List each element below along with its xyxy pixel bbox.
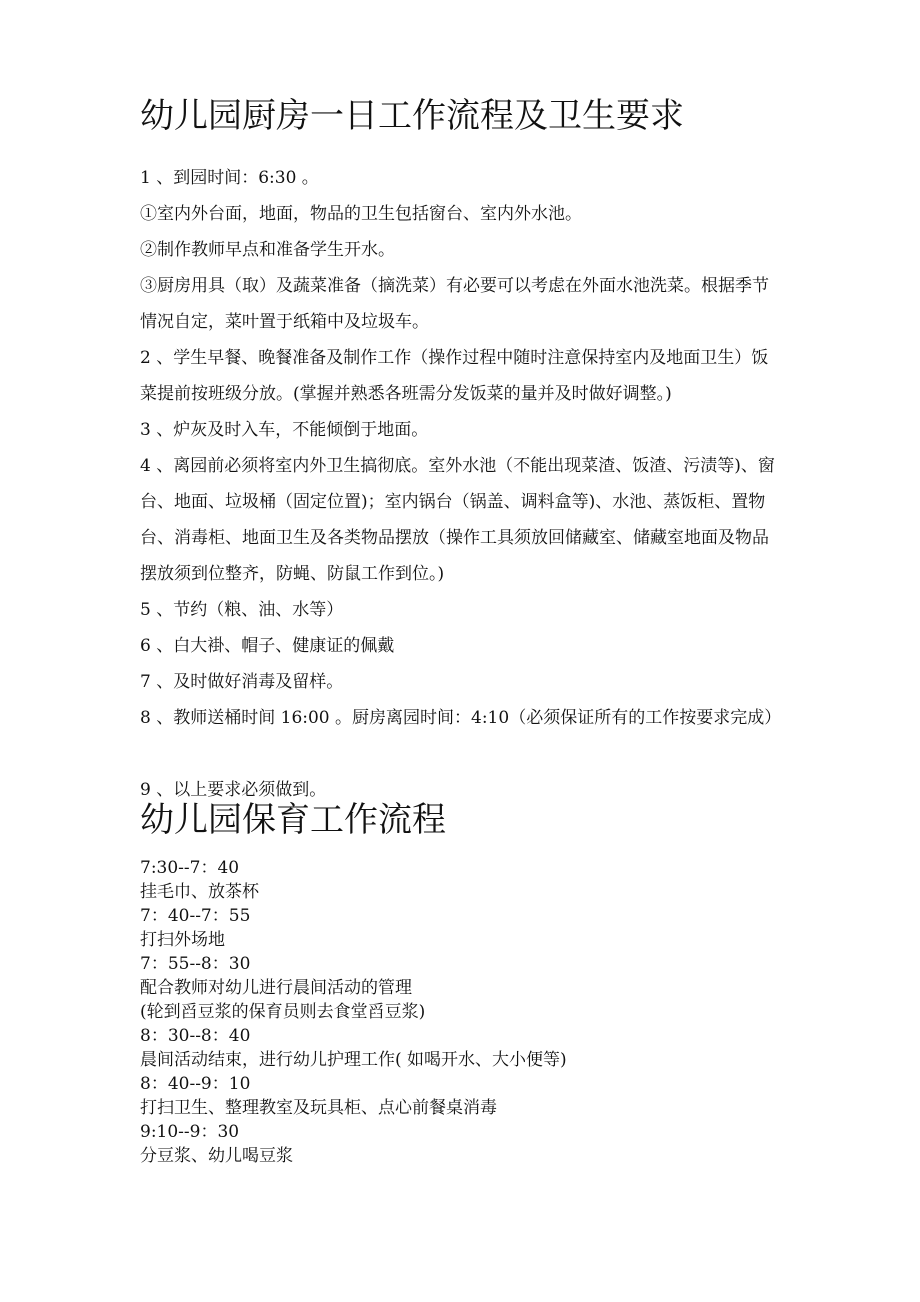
kitchen-item-1a: ①室内外台面，地面，物品的卫生包括窗台、室内外水池。 [140, 204, 582, 224]
kitchen-item-9: 9 、以上要求必须做到。 [140, 780, 327, 800]
kitchen-item-1b: ②制作教师早点和准备学生开水。 [140, 240, 395, 260]
kitchen-item-2: 2 、学生早餐、晚餐准备及制作工作（操作过程中随时注意保持室内及地面卫生）饭菜提前按班级分放。(掌握并熟悉各班需分发饭菜的量并及时做好调整。) [140, 348, 769, 404]
kitchen-item-6: 6 、白大褂、帽子、健康证的佩戴 [140, 636, 395, 656]
kitchen-item-4: 4 、离园前必须将室内外卫生搞彻底。室外水池（不能出现菜渣、饭渣、污渍等)、窗台、地面、垃圾桶（固定位置)；室内锅台（锅盖、调料盒等)、水池、蒸饭柜、置物台、消毒柜、地面卫生及各类物品摆放（操作工具须放回储藏室、储藏室地面及物品摆放须到位整齐，防蝇、防鼠工作到位。) [140, 456, 775, 584]
schedule-task: 挂毛巾、放茶杯 [140, 882, 259, 902]
kitchen-item-1c: ③厨房用具（取）及蔬菜准备（摘洗菜）有必要可以考虑在外面水池洗菜。根据季节情况自定，菜叶置于纸箱中及垃圾车。 [140, 276, 769, 332]
kitchen-item-7: 7 、及时做好消毒及留样。 [140, 672, 344, 692]
schedule-time: 7:30--7：40 [140, 858, 240, 878]
care-schedule [140, 856, 785, 1168]
schedule-task: 分豆浆、幼儿喝豆浆 [140, 1146, 293, 1166]
kitchen-item-3: 3 、炉灰及时入车，不能倾倒于地面。 [140, 420, 429, 440]
schedule-time: 9:10--9：30 [140, 1122, 240, 1142]
schedule-task: 配合教师对幼儿进行晨间活动的管理 [140, 978, 412, 998]
schedule-task: 打扫外场地 [140, 930, 225, 950]
schedule-time: 8：30--8：40 [140, 1026, 251, 1046]
kitchen-item-1: 1 、到园时间：6:30 。 [140, 168, 319, 188]
schedule-time: 7：55--8：30 [140, 954, 251, 974]
kitchen-workflow-title: 幼儿园厨房一日工作流程及卫生要求 [140, 96, 684, 136]
schedule-note: (轮到舀豆浆的保育员则去食堂舀豆浆) [140, 1002, 426, 1022]
kitchen-item-5: 5 、节约（粮、油、水等） [140, 600, 344, 620]
schedule-task: 打扫卫生、整理教室及玩具柜、点心前餐桌消毒 [140, 1098, 497, 1118]
schedule-time: 8：40--9：10 [140, 1074, 251, 1094]
schedule-time: 7：40--7：55 [140, 906, 251, 926]
schedule-task: 晨间活动结束，进行幼儿护理工作( 如喝开水、大小便等) [140, 1050, 567, 1070]
kitchen-item-8: 8 、教师送桶时间 16:00 。厨房离园时间：4:10（必须保证所有的工作按要求完成） [140, 708, 782, 728]
care-workflow-title: 幼儿园保育工作流程 [140, 800, 446, 840]
